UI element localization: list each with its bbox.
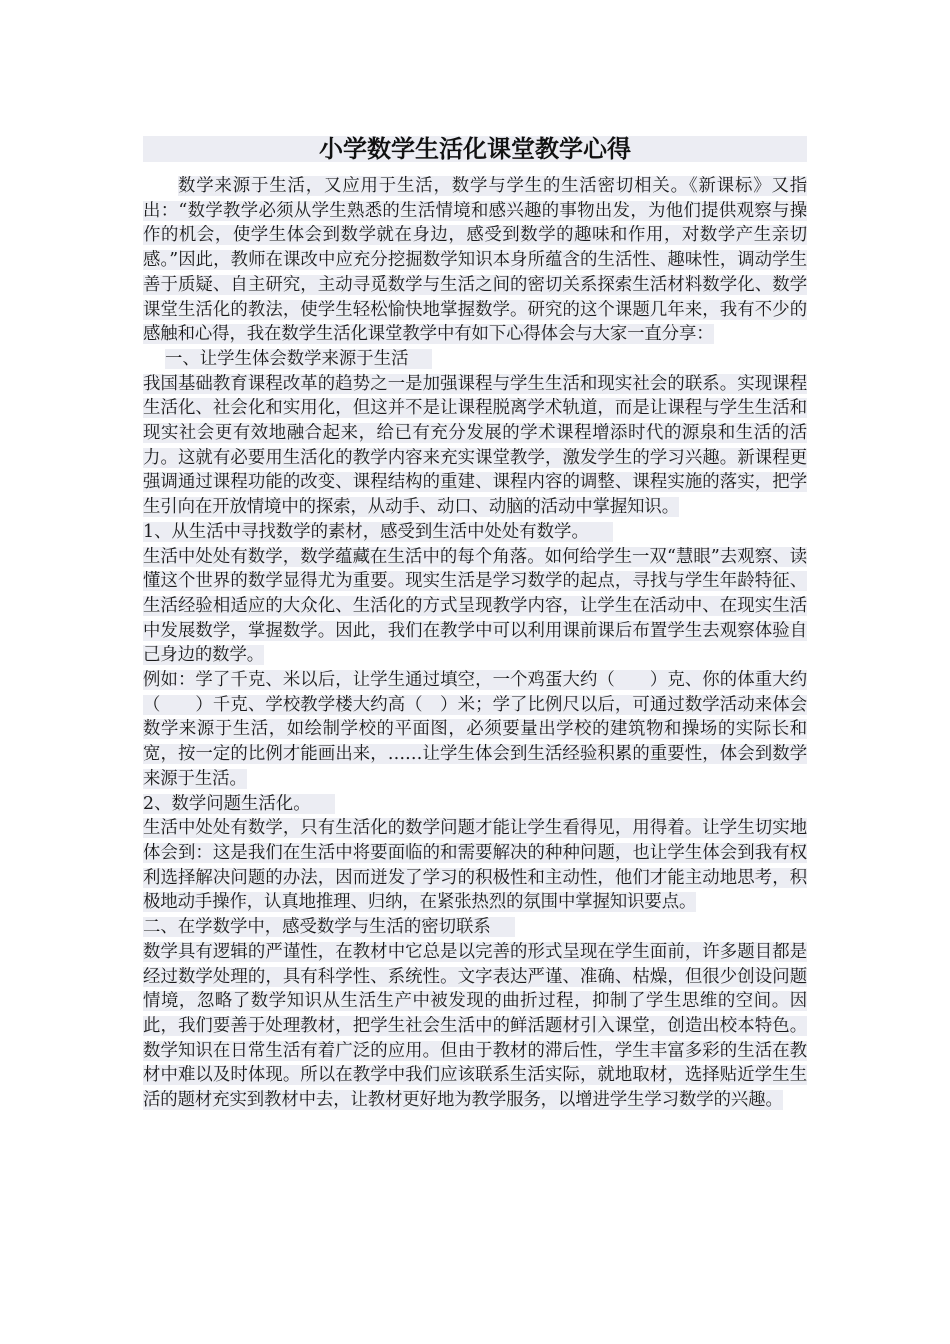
document-title: 小学数学生活化课堂教学心得 <box>143 136 807 162</box>
sub1-paragraph <box>143 545 807 669</box>
section2-text: 数学具有逻辑的严谨性，在教材中它总是以完善的形式呈现在学生面前，许多题目都是经过数学处理的，具有科学性、系统性。文字表达严谨、准确、枯燥，但很少创设问题情境，忽略了数学知识从生活生产中被发现的曲折过程，抑制了学生思维的空间。因此，我们要善于处理教材，把学生社会生活中的鲜活题材引入课堂，创造出校本特色。数学知识在日常生活有着广泛的应用。但由于教材的滞后性，学生丰富多彩的生活在教材中难以及时体现。所以在教学中我们应该联系生活实际，就地取材，选择贴近学生生活的题材充实到教材中去，让教材更好地为教学服务，以增进学生学习数学的兴趣。 <box>143 941 807 1111</box>
sub1-heading-text: 1、从生活中寻找数学的素材，感受到生活中处处有数学。 <box>143 522 613 542</box>
section2-heading-text: 二、在学数学中，感受数学与生活的密切联系 <box>143 917 515 937</box>
intro-text: 数学来源于生活，又应用于生活，数学与学生的生活密切相关。《新课标》又指出：“数学教学必须从学生熟悉的生活情境和感兴趣的事物出发，为他们提供观察与操作的机会，使学生体会到数学就在身边，感受到数学的趣味和作用，对数学产生亲切感。”因此，教师在课改中应充分挖掘数学知识本身所蕴含的生活性、趣味性，调动学生善于质疑、自主研究，主动寻觅数学与生活之间的密切关系探索生活材料数学化、数学课堂生活化的教法，使学生轻松愉快地掌握数学。研究的这个课题几年来，我有不少的感触和心得，我在数学生活化课堂教学中有如下心得体会与大家一直分享： <box>143 176 807 345</box>
section2-heading <box>143 915 807 940</box>
sub1-heading <box>143 520 807 545</box>
sub1-example-text: 例如：学了千克、米以后，让学生通过填空，一个鸡蛋大约（ ）克、你的体重大约（ ）千克、学校教学楼大约高（ ）米；学了比例尺以后，可通过数学活动来体会数学来源于生活，如绘制学校的平面图，必须要量出学校的建筑物和操场的实际长和宽，按一定的比例才能画出来，……让学生体会到生活经验积累的重要性，体会到数学来源于生活。 <box>143 670 807 789</box>
section1-heading <box>143 347 807 372</box>
sub2-paragraph <box>143 816 807 915</box>
sub1-example-paragraph <box>143 668 807 792</box>
section1-text: 我国基础教育课程改革的趋势之一是加强课程与学生生活和现实社会的联系。实现课程生活化、社会化和实用化，但这并不是让课程脱离学术轨道，而是让课程与学生生活和现实社会更有效地融合起来，给已有充分发展的学术课程增添时代的源泉和生活的活力。这就有必要用生活化的教学内容来充实课堂教学，激发学生的学习兴趣。新课程更强调通过课程功能的改变、课程结构的重建、课程内容的调整、课程实施的落实，把学生引向在开放情境中的探索，从动手、动口、动脑的活动中掌握知识。 <box>143 373 807 518</box>
section1-heading-text: 一、让学生体会数学来源于生活 <box>165 349 432 369</box>
document-body <box>143 174 807 1113</box>
section2-paragraph <box>143 940 807 1113</box>
sub2-heading <box>143 792 807 817</box>
intro-paragraph <box>143 174 807 347</box>
sub2-heading-text: 2、数学问题生活化。 <box>143 794 335 814</box>
sub2-text: 生活中处处有数学，只有生活化的数学问题才能让学生看得见，用得着。让学生切实地体会到：这是我们在生活中将要面临的和需要解决的种种问题，也让学生体会到我有权利选择解决问题的办法，因而迸发了学习的积极性和主动性，他们才能主动地思考，积极地动手操作，认真地推理、归纳，在紧张热烈的氛围中掌握知识要点。 <box>143 818 807 913</box>
sub1-text: 生活中处处有数学，数学蕴藏在生活中的每个角落。如何给学生一双“慧眼”去观察、读懂这个世界的数学显得尤为重要。现实生活是学习数学的起点，寻找与学生年龄特征、生活经验相适应的大众化、生活化的方式呈现教学内容，让学生在活动中、在现实生活中发展数学，掌握数学。因此，我们在教学中可以利用课前课后布置学生去观察体验自己身边的数学。 <box>143 546 807 666</box>
section1-paragraph <box>143 372 807 520</box>
